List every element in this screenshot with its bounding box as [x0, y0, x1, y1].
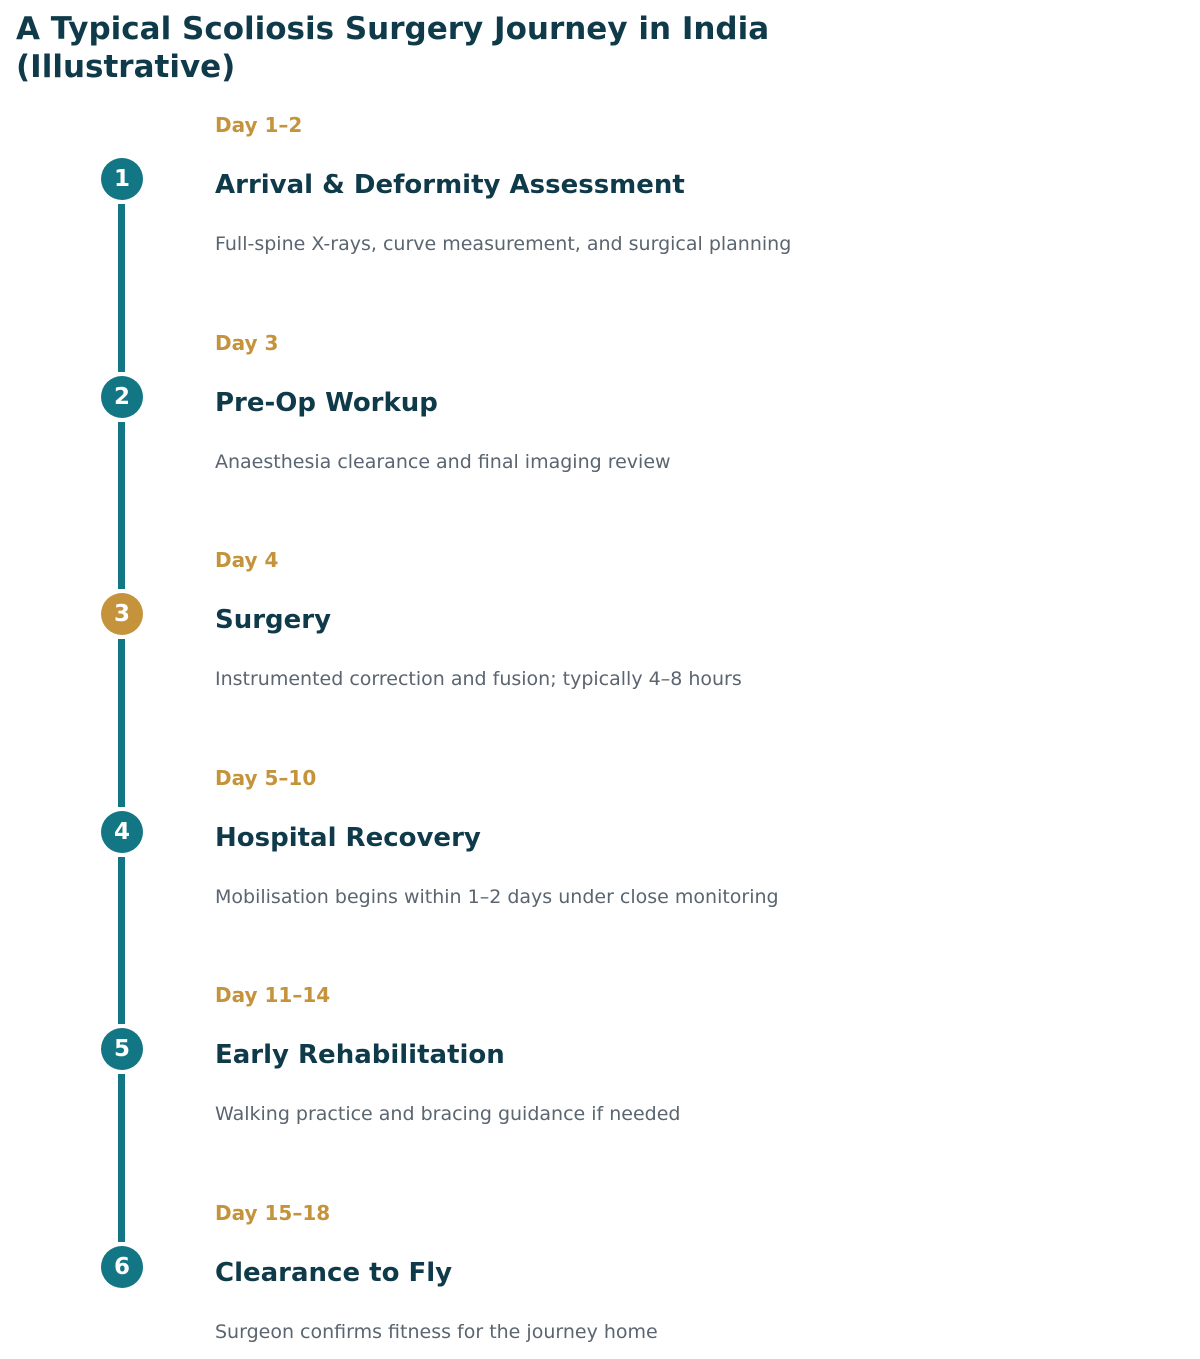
step-marker: 1 — [101, 158, 143, 200]
step-day-label: Day 3 — [215, 330, 279, 355]
timeline-connector — [118, 857, 125, 1025]
step-day-label: Day 11–14 — [215, 983, 331, 1008]
step-description: Full-spine X-rays, curve measurement, and surgical planning — [215, 233, 792, 255]
step-day-label: Day 5–10 — [215, 765, 317, 790]
step-description: Anaesthesia clearance and final imaging review — [215, 450, 671, 473]
step-day-label: Day 1–2 — [215, 113, 303, 137]
page-title: A Typical Scoliosis Surgery Journey in India (Illustrative) — [16, 11, 770, 85]
step-marker: 5 — [101, 1028, 143, 1070]
step-day-label: Day 4 — [215, 548, 279, 573]
step-description: Surgeon confirms fitness for the journey home — [215, 1321, 658, 1343]
step-title: Hospital Recovery — [215, 822, 481, 853]
step-description: Mobilisation begins within 1–2 days under close monitoring — [215, 885, 779, 908]
step-title: Pre-Op Workup — [215, 387, 438, 418]
timeline-connector — [118, 204, 125, 372]
step-day-label: Day 15–18 — [215, 1201, 331, 1225]
step-description: Walking practice and bracing guidance if needed — [215, 1103, 681, 1126]
step-title: Early Rehabilitation — [215, 1040, 505, 1071]
step-title: Arrival & Deformity Assessment — [215, 170, 685, 200]
timeline-connector — [118, 422, 125, 590]
timeline-connector — [118, 1074, 125, 1242]
step-title: Surgery — [215, 605, 332, 636]
timeline-connector — [118, 639, 125, 807]
step-description: Instrumented correction and fusion; typically 4–8 hours — [215, 668, 742, 691]
step-marker: 4 — [101, 811, 143, 853]
step-marker: 2 — [101, 376, 143, 418]
step-title: Clearance to Fly — [215, 1258, 453, 1288]
step-marker: 6 — [101, 1246, 143, 1288]
step-marker: 3 — [101, 593, 143, 635]
